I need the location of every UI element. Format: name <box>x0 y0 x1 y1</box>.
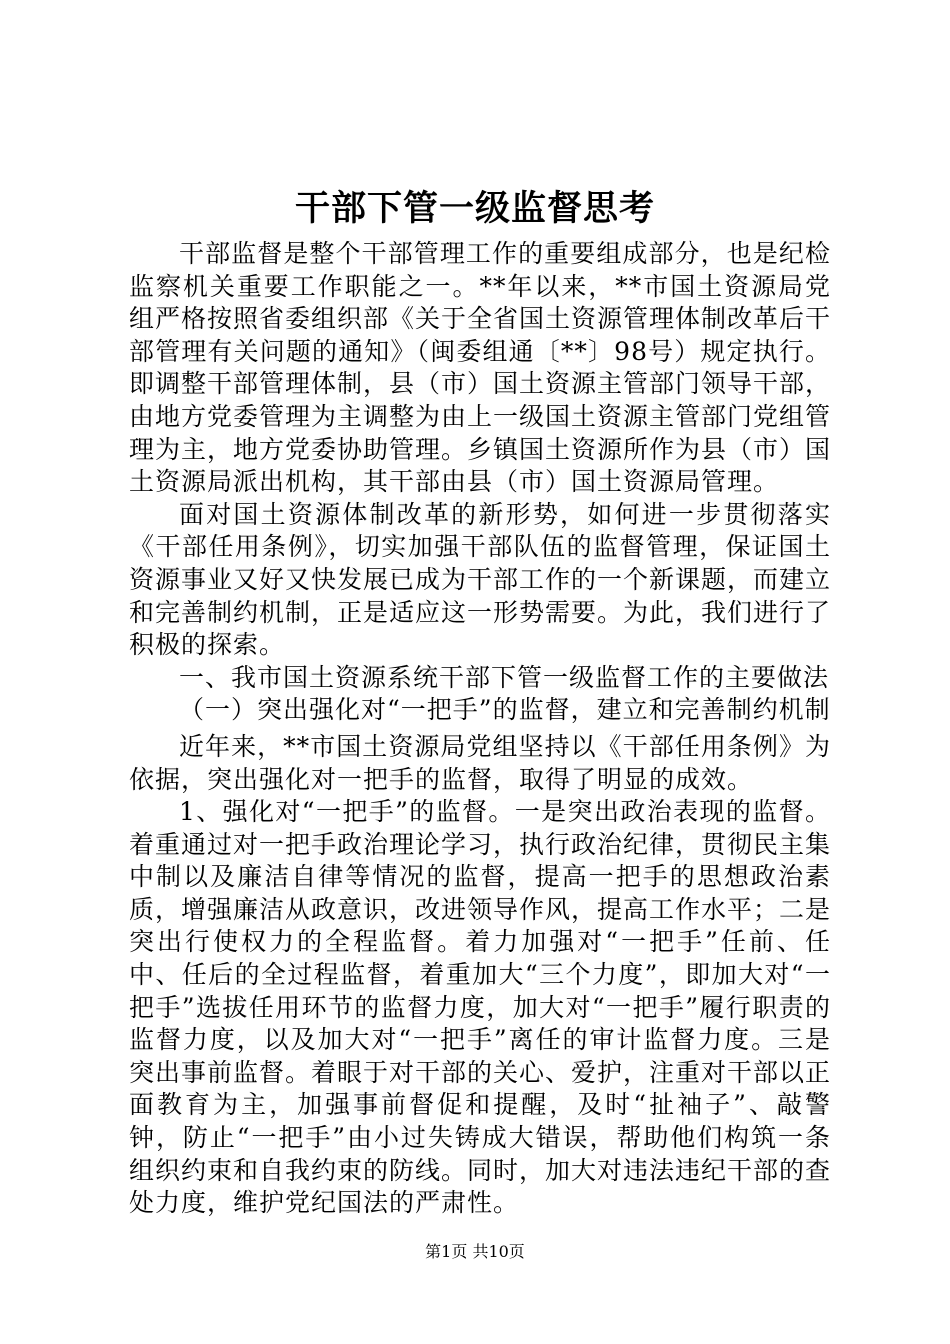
paragraph-recent-years: 近年来，**市国土资源局党组坚持以《干部任用条例》为依据，突出强化对一把手的监督，取得了明显的成效。 <box>129 731 831 794</box>
page-number-footer: 第1页 共10页 <box>425 1242 525 1261</box>
document-body <box>129 238 831 1220</box>
subsection-heading-leader-supervision: （一）突出强化对“一把手”的监督，建立和完善制约机制 <box>179 695 831 725</box>
section-heading-main-practices: 一、我市国土资源系统干部下管一级监督工作的主要做法 <box>179 662 830 692</box>
paragraph-intro: 干部监督是整个干部管理工作的重要组成部分，也是纪检监察机关重要工作职能之一。**年以来，**市国土资源局党组严格按照省委组织部《关于全省国土资源管理体制改革后干部管理有关问题的通知》（闽委组通〔**〕98号）规定执行。即调整干部管理体制，县（市）国土资源主管部门领导干部，由地方党委管理为主调整为由上一级国土资源主管部门党组管理为主，地方党委协助管理。乡镇国土资源所作为县（市）国土资源局派出机构，其干部由县（市）国土资源局管理。 <box>129 239 832 497</box>
document-title: 干部下管一级监督思考 <box>294 188 655 229</box>
paragraph-new-situation: 面对国土资源体制改革的新形势，如何进一步贯彻落实《干部任用条例》，切实加强干部队伍的监督管理，保证国土资源事业又好又快发展已成为干部工作的一个新课题，而建立和完善制约机制，正是适应这一形势需要。为此，我们进行了积极的探索。 <box>129 499 832 660</box>
paragraph-strengthen-supervision: 1、强化对“一把手”的监督。一是突出政治表现的监督。着重通过对一把手政治理论学习，执行政治纪律，贯彻民主集中制以及廉洁自律等情况的监督，提高一把手的思想政治素质，增强廉洁从政意识，改进领导作风，提高工作水平；二是突出行使权力的全程监督。着力加强对“一把手”任前、任中、任后的全过程监督，着重加大“三个力度”，即加大对“一把手”选拔任用环节的监督力度，加大对“一把手”履行职责的监督力度，以及加大对“一把手”离任的审计监督力度。三是突出事前监督。着眼于对干部的关心、爱护，注重对干部以正面教育为主，加强事前督促和提醒，及时“扯袖子”、敲警钟，防止“一把手”由小过失铸成大错误，帮助他们构筑一条组织约束和自我约束的防线。同时，加大对违法违纪干部的查处力度，维护党纪国法的严肃性。 <box>129 797 832 1218</box>
